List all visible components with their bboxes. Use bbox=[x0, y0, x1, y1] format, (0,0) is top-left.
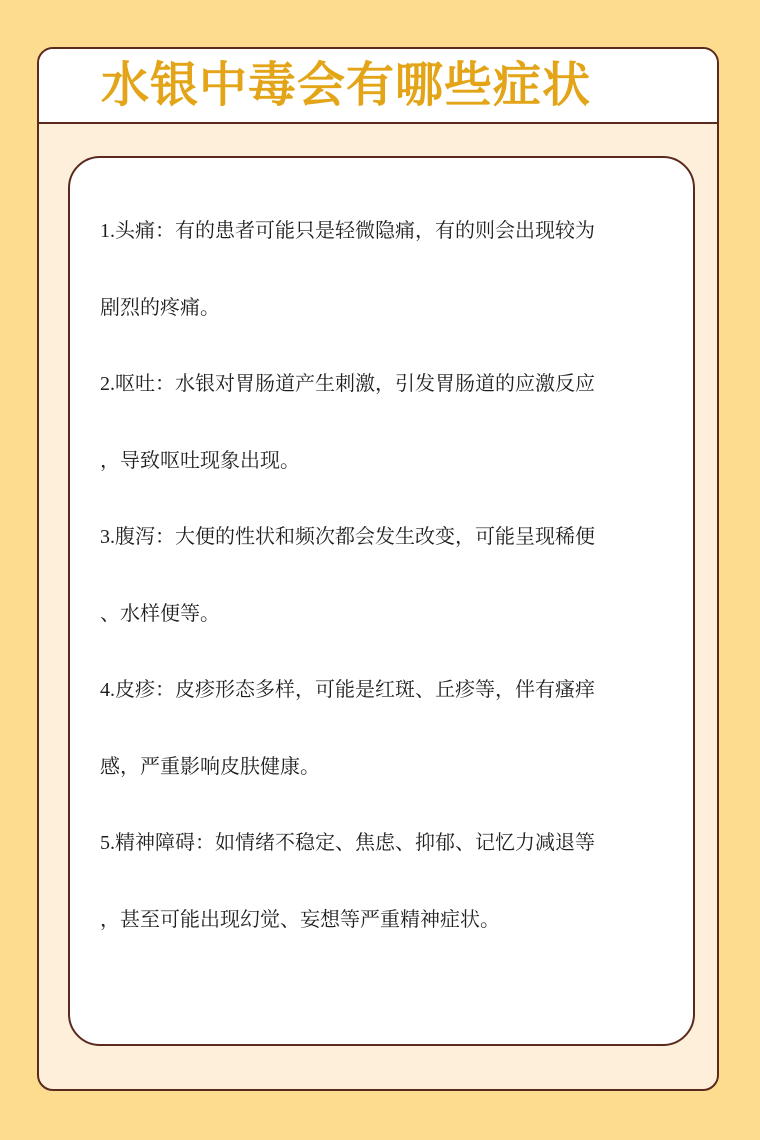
page-title: 水银中毒会有哪些症状 bbox=[101, 57, 592, 113]
symptom-line bbox=[100, 192, 666, 269]
symptom-text: 腹泻：大便的性状和频次都会发生改变，可能呈现稀便 bbox=[115, 524, 595, 548]
symptom-line: ，导致呕吐现象出现。 bbox=[100, 448, 300, 472]
symptom-line bbox=[100, 804, 666, 881]
symptom-text: 精神障碍：如情绪不稳定、焦虑、抑郁、记忆力减退等 bbox=[115, 830, 595, 854]
symptom-line: 、水样便等。 bbox=[100, 601, 220, 625]
symptom-number: 4. bbox=[100, 679, 115, 701]
symptom-line: 剧烈的疼痛。 bbox=[100, 295, 220, 319]
symptom-line: 感，严重影响皮肤健康。 bbox=[100, 754, 320, 778]
symptom-number: 3. bbox=[100, 526, 115, 548]
card-header bbox=[39, 49, 717, 124]
symptom-line: ，甚至可能出现幻觉、妄想等严重精神症状。 bbox=[100, 907, 500, 931]
content-panel bbox=[68, 156, 695, 1046]
article-card bbox=[37, 47, 719, 1091]
symptom-list bbox=[100, 192, 666, 957]
symptom-item-vomiting bbox=[100, 345, 666, 498]
symptom-item-headache bbox=[100, 192, 666, 345]
symptom-item-diarrhea bbox=[100, 498, 666, 651]
symptom-text: 呕吐：水银对胃肠道产生刺激，引发胃肠道的应激反应 bbox=[115, 371, 595, 395]
symptom-line bbox=[100, 345, 666, 422]
symptom-number: 1. bbox=[100, 220, 115, 242]
symptom-text: 头痛：有的患者可能只是轻微隐痛，有的则会出现较为 bbox=[115, 218, 595, 242]
symptom-line bbox=[100, 498, 666, 575]
symptom-line bbox=[100, 651, 666, 728]
symptom-number: 2. bbox=[100, 373, 115, 395]
symptom-item-rash bbox=[100, 651, 666, 804]
symptom-number: 5. bbox=[100, 832, 115, 854]
symptom-text: 皮疹：皮疹形态多样，可能是红斑、丘疹等，伴有瘙痒 bbox=[115, 677, 595, 701]
symptom-item-mental-disorder bbox=[100, 804, 666, 957]
